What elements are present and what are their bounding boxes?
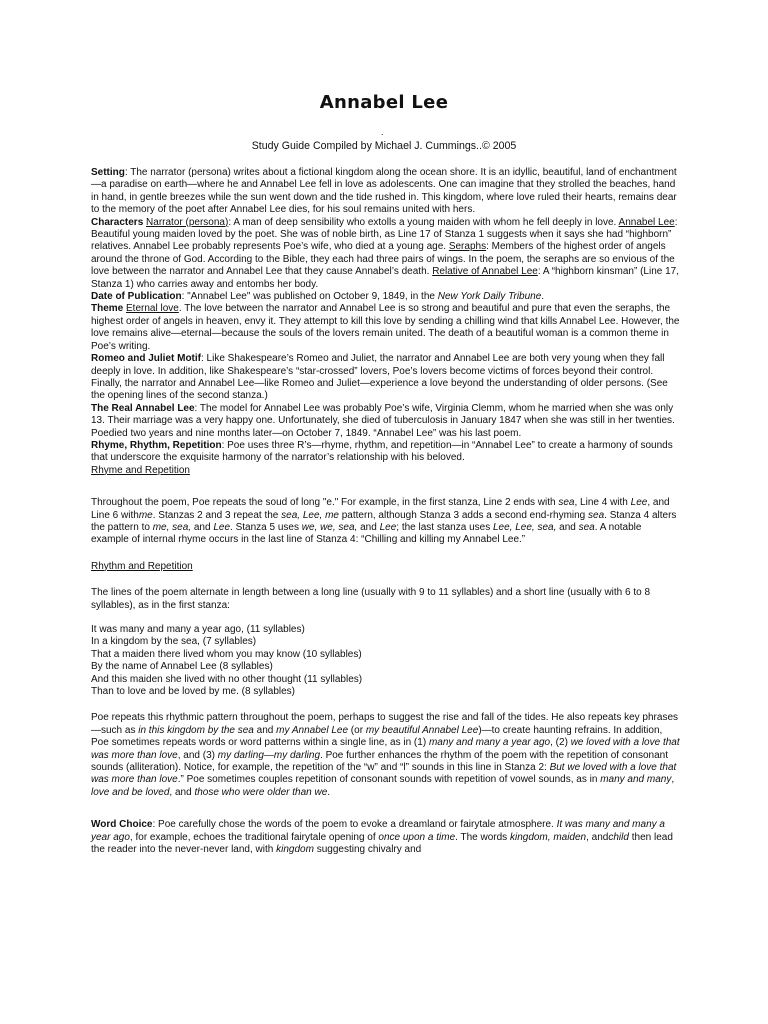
italic-run: those who were older than we xyxy=(194,786,328,798)
word-choice-paragraph xyxy=(91,819,681,856)
text-run: . xyxy=(327,786,331,798)
title-dot: . xyxy=(381,127,384,137)
text-run: . Poe further enhances the rhythm of the poem with the repetition of consonant sounds (alliteration). Notice, for example, the repetition of the “w” and “l” sounds in this line in Stanza 2: xyxy=(91,749,669,774)
rhyme-paragraph xyxy=(91,440,681,465)
text-run: . A notable example of internal rhyme occurs in the last line of Stanza 4: “Chilling and killing my Annabel Lee.” xyxy=(91,521,642,546)
poem-line: And this maiden she lived with no other thought (11 syllables) xyxy=(91,673,363,685)
theme-sub-label: Eternal love xyxy=(126,303,179,315)
italic-run: once upon a time xyxy=(378,831,456,843)
romeo-text: : Like Shakespeare’s Romeo and Juliet, the narrator and Annabel Lee are both very young when they fall deeply in love. In addition, like Shakespeare’s “star-crossed” lovers, Poe’s lovers become victims of forces beyond their control. Finally, the narrator and Annabel Lee—like Romeo and Juliet—experience a love beyond the understanding of older persons. (See the opening lines of the second stanza.) xyxy=(91,353,668,402)
publication-end: . xyxy=(541,291,545,303)
poem-line: Than to love and be loved by me. (8 syllables) xyxy=(91,686,295,698)
real-annabel-paragraph xyxy=(91,403,681,440)
rhythm-heading: Rhythm and Repetition xyxy=(91,560,193,572)
text-run: .” Poe sometimes couples repetition of consonant sounds with repetition of vowel sounds, as in xyxy=(177,774,601,786)
publication-paragraph xyxy=(91,291,681,303)
italic-run: Lee xyxy=(379,521,397,533)
rhyme-heading: Rhyme and Repetition xyxy=(91,464,190,476)
text-run: , and Line 6 with xyxy=(91,497,670,521)
setting-text: : The narrator (persona) writes about a fictional kingdom along the ocean shore. It is an idyllic, beautiful, land of enchantment—a paradise on earth—where he and Annabel Lee fell in love as adolescents. One can imagine that they strolled the beaches, hand in hand, in gentle breezes while the sun went down and the tide rushed in. This kingdom, where love ruled their hearts, remains dear to the memory of the poet after Annabel Lee dies, for his soul remains united with hers. xyxy=(91,167,677,216)
text-run: , Line 4 with xyxy=(574,497,631,509)
italic-run: me xyxy=(138,509,153,521)
text-run: and xyxy=(556,521,579,533)
text-run: and xyxy=(357,521,380,533)
italic-run: kingdom, maiden xyxy=(509,831,587,843)
text-run: suggesting chivalry and xyxy=(313,844,422,856)
text-run: ; the last stanza uses xyxy=(396,521,493,533)
text-run: Poe repeats this rhythmic pattern throughout the poem, perhaps to suggest the rise and fall of the tides. He also repeats key phrases—such as xyxy=(91,712,679,736)
text-run: , and xyxy=(586,831,609,843)
annabel-label: Annabel Lee xyxy=(618,216,675,228)
spacer xyxy=(91,573,681,587)
romeo-label: Romeo and Juliet Motif xyxy=(91,353,201,365)
rhythm-intro: The lines of the poem alternate in length between a long line (usually with 9 to 11 syllables) and a short line (usually with 6 to 8 syllables), as in the first stanza: xyxy=(91,587,651,611)
text-run: . The words xyxy=(455,831,510,843)
rhyme-text: : Poe uses three R’s—rhyme, rhythm, and repetition—in “Annabel Lee” to create a harmony of sounds that underscore the exquisite harmony of the narrator’s relationship with his beloved. xyxy=(91,439,673,464)
spacer xyxy=(91,799,681,819)
text-run: , for example, echoes the traditional fairytale opening of xyxy=(129,831,379,843)
relative-text: : A “highborn kinsman” (Line 17, Stanza 1) who carries away and entombs her body. xyxy=(91,266,680,290)
text-run: , and (3) xyxy=(177,749,218,761)
italic-run: my darling—my darling xyxy=(217,749,321,761)
italic-run: sea xyxy=(588,509,605,521)
characters-label: Characters xyxy=(91,216,144,228)
repetition-paragraph xyxy=(91,712,681,799)
theme-text: . The love between the narrator and Annabel Lee is so strong and beautiful and pure that even the seraphs, the highest order of angels in heaven, envy it. They attempt to kill this love by sending a chilling wind that kills Annabel Lee. However, the love remains alive—eternal—because the souls of the lovers remain united. The death of a beautiful woman is a common theme in Poe’s writing. xyxy=(91,303,680,352)
spacer xyxy=(91,477,681,497)
romeo-paragraph xyxy=(91,353,681,403)
setting-paragraph xyxy=(91,167,681,217)
word-choice-label: Word Choice xyxy=(91,819,153,831)
italic-run: It was many and many a year ago xyxy=(91,819,665,843)
text-run: Throughout the poem, Poe repeats the soud of long "e." For example, in the first stanza, Line 2 ends with xyxy=(91,497,559,509)
italic-run: Lee xyxy=(213,521,231,533)
spacer xyxy=(91,547,681,561)
real-annabel-label: The Real Annabel Lee xyxy=(91,402,195,414)
italic-run: Lee xyxy=(630,497,648,509)
rhyme-examples-paragraph xyxy=(91,497,681,547)
text-run: )—to create haunting refrains. In addition, Poe sometimes repeats words or word patterns within a single line, as in (1) xyxy=(91,724,663,749)
text-run: pattern, although Stanza 3 adds a second end-rhyming xyxy=(338,509,589,521)
narrator-label: Narrator (persona) xyxy=(146,216,229,228)
text-run: . Stanza 5 uses xyxy=(230,521,302,533)
italic-run: sea xyxy=(558,497,575,509)
italic-run: many and many a year ago xyxy=(428,737,551,749)
text-run: and xyxy=(253,724,277,736)
italic-run: me, sea, xyxy=(152,521,192,533)
real-annabel-text: : The model for Annabel Lee was probably Poe’s wife, Virginia Clemm, whom he married when she was only 13. Their marriage was a very happy one. Unfortunately, she died of tuberculosis in January 1847 when she was still in her twenties. Poedied two years and nine months later—on October 7, 1849. “Annabel Lee” was his last poem. xyxy=(91,402,675,439)
theme-label: Theme xyxy=(91,303,124,315)
narrator-text: : A man of deep sensibility who extolls a young maiden with whom he fell deeply in love. xyxy=(228,216,619,228)
poem-line: It was many and many a year ago, (11 syllables) xyxy=(91,624,305,635)
text-run: . Stanza 4 alters the pattern to xyxy=(91,509,677,533)
spacer xyxy=(91,698,681,712)
italic-run: in this kingdom by the sea xyxy=(138,724,254,736)
italic-run: my Annabel Lee xyxy=(276,724,349,736)
spacer xyxy=(91,612,681,624)
publication-text: : "Annabel Lee" was published on October 9, 1849, in the xyxy=(181,291,438,303)
italic-run: sea xyxy=(578,521,595,533)
annabel-text: : Beautiful young maiden loved by the poet. She was of noble birth, as Line 17 of Stanza 1 suggests when it says she had “highborn” relatives. Annabel Lee probably represents Poe’s wife, who died at a young age. xyxy=(91,216,678,253)
theme-paragraph xyxy=(91,303,681,353)
setting-label: Setting xyxy=(91,167,125,178)
italic-run: we loved with a love that was more than love xyxy=(91,737,680,761)
characters-paragraph xyxy=(91,217,681,291)
italic-run: But we loved with a love that was more than love xyxy=(91,762,677,786)
poem-line: In a kingdom by the sea, (7 syllables) xyxy=(91,636,257,648)
text-run: , (2) xyxy=(550,737,571,749)
italic-run: many and many xyxy=(600,774,672,786)
italic-run: sea, Lee, me xyxy=(281,509,339,521)
publication-paper: New York Daily Tribune xyxy=(437,291,542,303)
text-run: and xyxy=(191,521,214,533)
relative-label: Relative of Annabel Lee xyxy=(432,266,538,278)
italic-run: Lee, Lee, sea, xyxy=(492,521,557,533)
italic-run: my beautiful Annabel Lee xyxy=(365,724,479,736)
italic-run: child xyxy=(608,831,629,843)
text-run: : Poe carefully chose the words of the poem to evoke a dreamland or fairytale atmosphere. xyxy=(152,819,557,831)
page-subtitle: Study Guide Compiled by Michael J. Cummings..© 2005 xyxy=(251,140,517,152)
poem-line: That a maiden there lived whom you may know (10 syllables) xyxy=(91,648,362,660)
poem-line: By the name of Annabel Lee (8 syllables) xyxy=(91,661,273,673)
seraphs-label: Seraphs xyxy=(448,241,487,253)
publication-label: Date of Publication xyxy=(91,291,182,303)
page-title: Annabel Lee xyxy=(319,92,449,113)
seraphs-text: : Members of the highest order of angels around the throne of God. According to the Bible, they each had three pairs of wings. In the poem, the seraphs are so envious of the love between the narrator and Annabel Lee that they cause Annabel’s death. xyxy=(91,241,675,278)
text-run: , xyxy=(671,774,675,786)
rhyme-label: Rhyme, Rhythm, Repetition xyxy=(91,439,222,451)
italic-run: love and be loved xyxy=(91,786,170,798)
text-run: then lead the reader into the never-never land, with xyxy=(91,831,673,856)
italic-run: kingdom xyxy=(276,844,314,856)
text-run: . Stanzas 2 and 3 repeat the xyxy=(152,509,282,521)
text-run: (or xyxy=(348,724,366,736)
study-guide-body xyxy=(91,167,681,857)
italic-run: we, we, sea, xyxy=(301,521,358,533)
text-run: , and xyxy=(169,786,195,798)
